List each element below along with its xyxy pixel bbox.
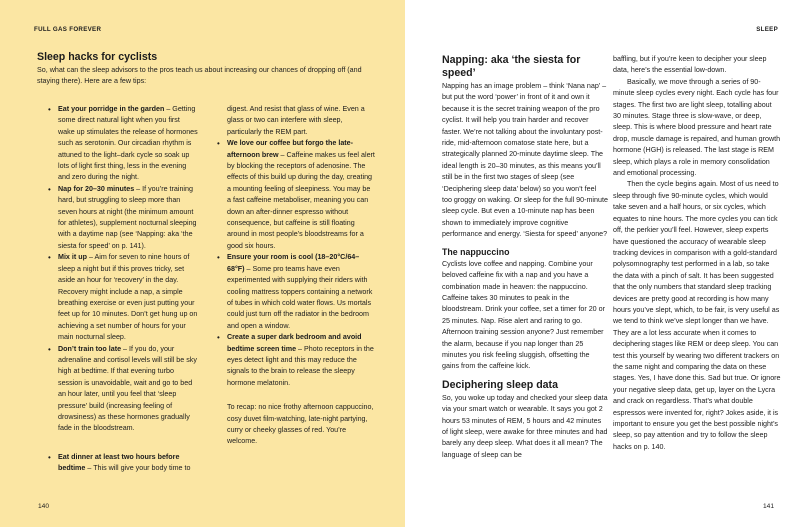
tip-title: Ensure your room is cool (18–20°C/64–68°F): [227, 253, 360, 273]
bullet-icon: •: [48, 105, 51, 114]
tip-text: – If you do, your adrenaline and cortisol levels will still be sky high at bedtime. If that evening turbo session is unavoidable, wait and go to bed an hour later, until you feel that ‘sleep pressure’ build (increasing feeling of drowsiness) as these hormones gradually fade in the bloodstream.: [58, 344, 197, 433]
running-head: SLEEP: [756, 26, 778, 33]
list-item: [48, 344, 198, 435]
napping-text: Napping has an image problem – think ‘Nana nap’ – but put the word ‘power’ in front of it and own it because it is the secret training weapon of the pro cyclist. It will help you train harder and recover faster. We’re not talking about the involuntary post-ride, mid-afternoon comatose state here, but a strategically planned 20-minute daytime sleep. The ideal length is 20–30 minutes, as this means you’ll still be in the first two stages of sleep (see ‘Deciphering sleep data’ below) so you won’t feel too groggy on waking. Or sleep for the full 90-minute sleep cycle. But even a 10-minute nap has been shown to immediately improve cognitive performance and energy. ‘Siesta for speed’ anyone?: [442, 82, 608, 239]
sleep-tracker-text: Then the cycle begins again. Most of us need to sleep through five 90-minute cycles, which would take seven and a half hours, or six cycles, which equates to nine hours. The more cycles you can tick off, the perkier you’ll feel. However, sleep experts have questioned the accuracy of wearable sleep tracking devices in comparison with a gold-standard polysomnography test performed in a lab, so take the data with a pinch of salt. It has been suggested that the only numbers that standard sleep tracking devices are pretty good at recording is how many hours you’ve slept, which, to be fair, is very useful as we tend to think we’ve slept longer than we have. They are a lot less accurate when it comes to deciphering stages like REM or deep sleep. You can test this yourself by wearing two different trackers on the same night and comparing the data on these stages. Yes, I have done this. Sad but true. Or ignore your negative sleep data, get up, layer on the Lycra and crack on regardless. That’s what double espressos were invented for, right? Jokes aside, it is important to ensure you get the best possible night’s sleep, so pay attention and try to follow the sleep hacks on p. 140.: [613, 180, 781, 451]
list-item: [48, 252, 198, 343]
list-item: [48, 184, 198, 252]
bullet-icon: •: [48, 344, 51, 354]
page-number: 140: [38, 503, 50, 510]
bullet-icon: •: [217, 333, 220, 343]
napping-heading: Napping: aka ‘the siesta for speed’: [442, 54, 581, 79]
nappuccino-heading: The nappuccino: [442, 246, 510, 257]
tip-title: Eat dinner at least two hours before bedtime: [58, 453, 180, 473]
tip-text: – Photo receptors in the eyes detect light and this may reduce the signals to the brain to release the sleepy hormone melatonin.: [227, 344, 374, 387]
tip-title: Eat your porridge in the garden: [58, 105, 165, 113]
tip-title: Don’t train too late: [58, 344, 122, 353]
list-item: [48, 104, 198, 184]
nappuccino-text: Cyclists love coffee and napping. Combine your beloved caffeine fix with a nap and you have a combination made in heaven: the nappuccino. Caffeine takes 30 minutes to peak in the bloodstream. Drink your coffee, set a timer for 20 or 25 minutes. Nap. Rise alert and raring to go. Afternoon training session anyone? Just remember the alarm, because if you nap longer than 25 minutes you risk feeling sluggish, offsetting the gains from the caffeine kick.: [442, 259, 605, 371]
sleep-cycle-text: Basically, we move through a series of 90-minute sleep cycles every night. Each cycle has four stages. The first two are light sleep, totalling about 30 minutes. Stage three is slow-wave, or deep, sleep. This is where blood pressure and heart rate drop, muscle damage is repaired, and human growth hormone (HGH) is released. The last stage is REM sleep, which plays a role in memory consolidation and emotional processing.: [613, 77, 781, 178]
tip-text: – Some pro teams have even experimented with supplying their riders with cooling mattress toppers containing a network of tubes in which cold water flows. Us mortals could just turn off the radiator in the bedroom and open a window.: [227, 264, 373, 330]
bullet-icon: •: [217, 253, 220, 263]
list-item: [217, 332, 375, 389]
tip-text: – Getting some direct natural light when you first wake up stimulates the release of hormones such as serotonin. Our circadian rhythm is attuned to the light–dark cycle so soak up lots of light first thing, less in the evening and zero during the night.: [58, 105, 198, 182]
tip-text: – This will give your body time to: [85, 464, 191, 473]
running-head: FULL GAS FOREVER: [34, 26, 102, 33]
right-column-2: [613, 54, 781, 453]
list-item: [217, 252, 375, 332]
deciphering-text-part1: So, you woke up today and checked your sleep data via your smart watch or wearable. It says you got 2 hours 53 minutes of REM, 5 hours and 42 minutes of light sleep, were awake for three minutes and had barely any deep sleep. What does it all mean? The language of sleep can be: [442, 393, 608, 459]
bullet-icon: •: [48, 253, 51, 263]
tips-column-2: [217, 104, 375, 448]
recap-text: To recap: no nice frothy afternoon cappuccino, cosy duvet film-watching, late-night partying, curry or cheeky glasses of red. You’re welcome.: [227, 403, 374, 446]
deciphering-text-part2: baffling, but if you’re keen to decipher your sleep data, here’s the essential low-down.: [613, 55, 767, 75]
tip-text: – Aim for seven to nine hours of sleep a night but if this proves tricky, set aside an hour for ‘recovery’ in the day. Recovery might include a nap, a simple breathing exercise or even just putting your feet up for 10 minutes. Don’t get hung up on achieving a set number of hours for your main nocturnal sleep.: [58, 253, 198, 342]
list-item: [48, 452, 198, 475]
tip-title: Create a super dark bedroom and avoid bedtime screen time: [227, 333, 362, 353]
bullet-icon: •: [48, 184, 51, 194]
section-heading: Sleep hacks for cyclists: [37, 51, 158, 63]
intro-block: [37, 51, 372, 88]
tip-title: Mix it up: [58, 253, 87, 262]
bullet-icon: •: [48, 453, 51, 462]
tips-list: [48, 104, 198, 435]
right-page: [405, 0, 810, 527]
tips-column-1-tail: [48, 452, 198, 475]
tip-text-continued: digest. And resist that glass of wine. Even a glass or two can interfere with sleep, particularly the REM part.: [227, 105, 365, 136]
tips-column-1: [48, 104, 198, 435]
deciphering-heading: Deciphering sleep data: [442, 378, 558, 391]
tip-title: We love our coffee but forgo the late-afternoon brew: [227, 139, 354, 159]
tip-text: – If you’re training hard, but struggling to sleep more than seven hours at night (the minimum amount for athletes), supplement nocturnal sleeping with a daytime nap (see ‘Napping: aka ‘the siesta for speed’ on p. 141).: [58, 184, 197, 250]
page-number: 141: [762, 503, 774, 510]
tip-title: Nap for 20–30 minutes: [58, 184, 135, 193]
bullet-icon: •: [217, 139, 220, 149]
list-item: [217, 138, 375, 252]
intro-text: So, what can the sleep advisors to the pros teach us about increasing our chances of dropping off (and staying there). Here are a few tips:: [37, 66, 362, 86]
tip-text: – Caffeine makes us feel alert by blocking the receptors of adenosine. The effects of this build up during the day, creating a mounting feeling of sleepiness. You may be a fast caffeine metaboliser, meaning you can down an after-dinner espresso without consequence, but caffeine is still floating around in most people’s bloodstreams for a good six hours.: [227, 150, 375, 250]
tips-list-2: [217, 138, 375, 389]
right-column-1: [442, 54, 608, 461]
tips-list-continued: [48, 452, 198, 475]
